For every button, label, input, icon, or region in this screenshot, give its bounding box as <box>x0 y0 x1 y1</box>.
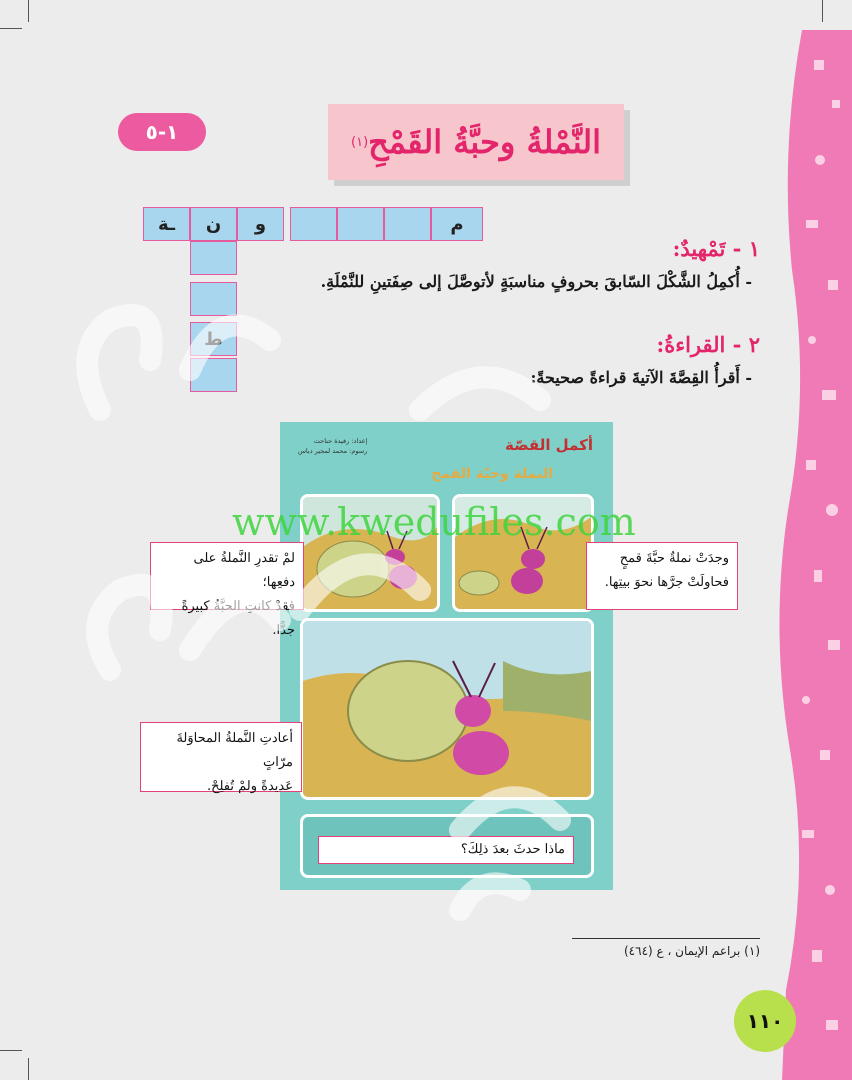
footnote: (١) براعم الإيمان ، ع (٤٦٤) <box>623 944 760 958</box>
website-watermark: www.kwedufiles.com <box>232 500 636 544</box>
crossword-cell[interactable]: ـة <box>143 207 190 241</box>
bubble-1-line-2: فحاولَتْ جرَّها نحوَ بيتِها. <box>604 575 729 590</box>
story-header: أكمل القصّة <box>505 436 593 454</box>
crop-mark <box>28 0 29 22</box>
crossword-cell[interactable]: م <box>431 207 483 241</box>
crop-mark <box>28 1058 29 1080</box>
bubble-2-line-1: لمْ تقدرِ النَّملةُ على دفعِها؛ <box>193 551 295 590</box>
draft-watermark-graphic <box>40 150 600 940</box>
bubble-2-line-2: فقدْ كانتِ الحبَّةُ كبيرةً جدًّا. <box>181 599 295 638</box>
story-subtitle: النملة وحبّة القمح <box>431 466 553 482</box>
crop-mark <box>0 28 22 29</box>
lesson-number-badge: ١-٥ <box>118 113 206 151</box>
bubble-3-line-1: أعادتِ النَّملةُ المحاوَلةَ مرّاتٍ <box>176 731 293 770</box>
polka-dot-band <box>762 30 852 1080</box>
section-2-title: ٢ - القراءةُ: <box>656 332 760 357</box>
speech-bubble-4: ماذا حدثَ بعدَ ذلِكَ؟ <box>318 836 574 864</box>
footnote-divider <box>572 938 760 939</box>
crop-mark <box>822 0 823 22</box>
section-2-text: - أَقرأُ القِصَّةَ الآتيةَ قراءةً صحيحةً: <box>530 368 752 387</box>
section-1-title: ١ - تَمْهيدٌ: <box>672 236 760 261</box>
section-1-text: - أُكمِلُ الشَّكْلَ السّابقَ بحروفٍ مناسبَةٍ لأتوصَّلَ إلى صِفَتينِ للنَّمْلَةِ. <box>320 272 752 291</box>
crossword-cell[interactable]: ن <box>190 207 237 241</box>
crossword-cell[interactable]: ط <box>190 322 237 356</box>
credit-illustrator: رسوم: محمد لمجير دياس <box>298 447 368 455</box>
bubble-1-line-1: وجدَتْ نملةٌ حبَّةَ قمحٍ <box>619 551 729 566</box>
lesson-title: النَّمْلةُ وحبَّةُ القَمْحِ <box>368 123 601 161</box>
speech-bubble-1 <box>586 542 738 610</box>
crossword-cell[interactable]: و <box>237 207 284 241</box>
credit-author: إعداد: رفيدة حناحت <box>313 437 368 445</box>
crop-mark <box>0 1050 22 1051</box>
bubble-3-line-2: عَديدةً ولمْ تُفلِحْ. <box>206 779 293 794</box>
page-number: ١١٠ <box>734 990 796 1052</box>
title-footnote-mark: (١) <box>351 134 369 150</box>
